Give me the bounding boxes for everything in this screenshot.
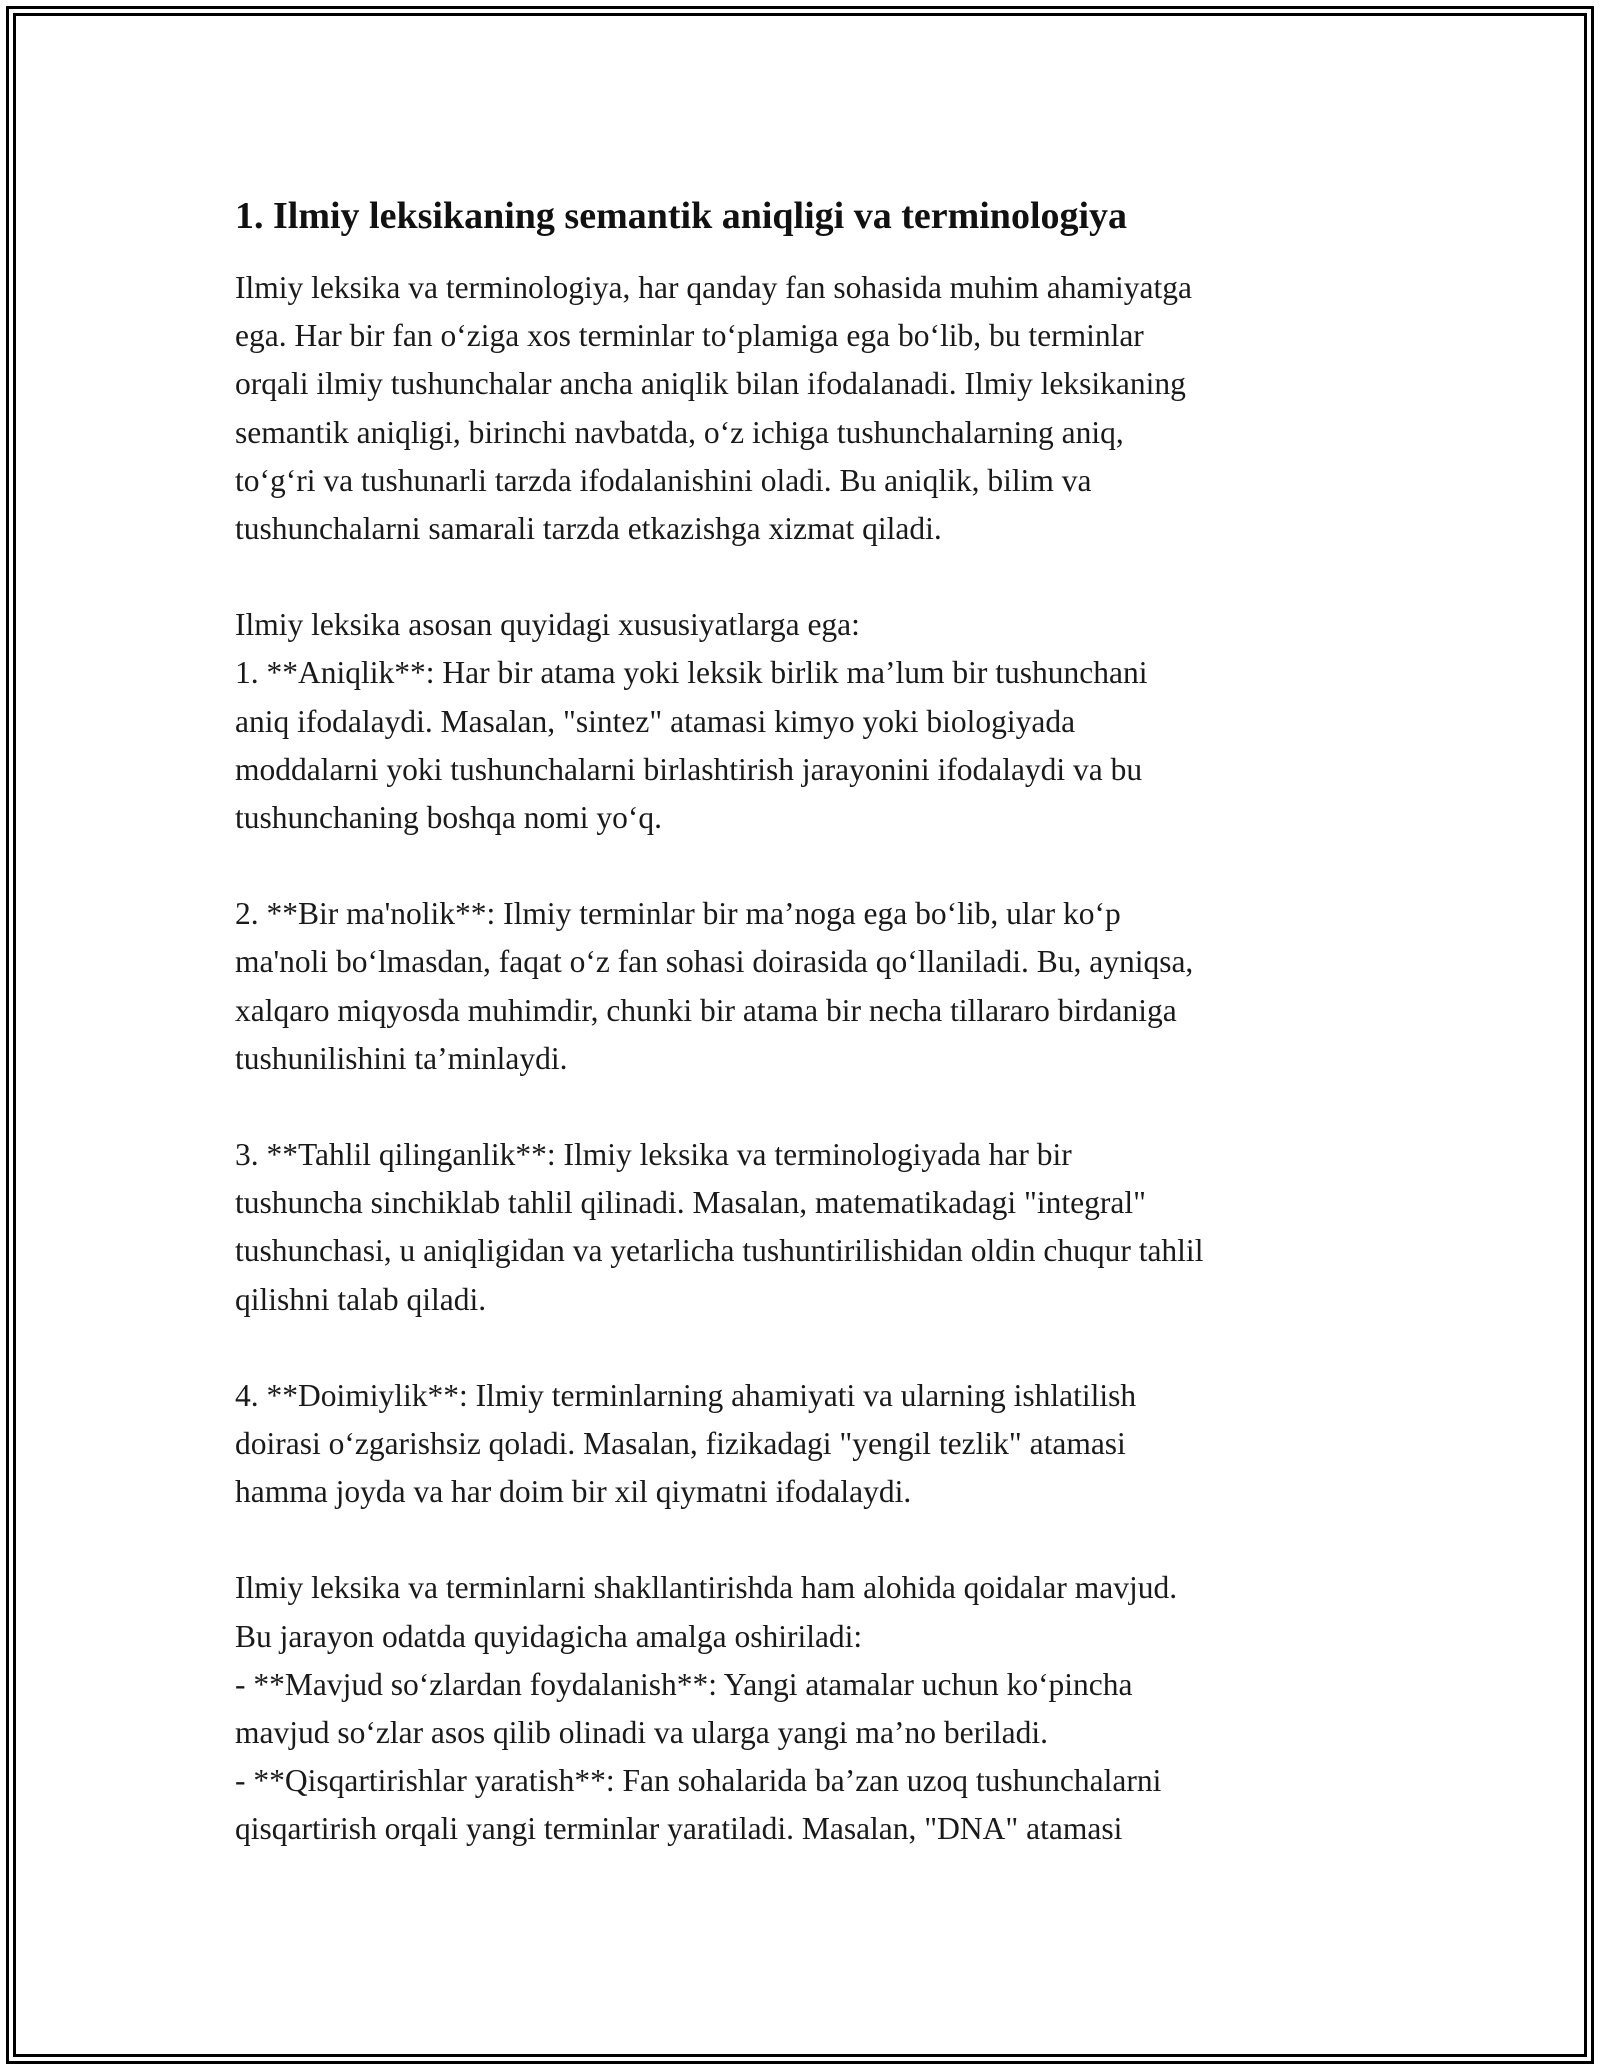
text-line: Ilmiy leksika va terminologiya, har qanday fan sohasida muhim ahamiyatga xyxy=(235,270,1192,305)
text-line: hamma joyda va har doim bir xil qiymatni ifodalaydi. xyxy=(235,1474,912,1510)
paragraph-shakllantirish xyxy=(235,1564,1375,1853)
text-line: tushunchasi, u aniqligidan va yetarlicha tushuntirilishidan oldin chuqur tahlil xyxy=(235,1233,1204,1269)
text-line: tushunchalarni samarali tarzda etkazishga xizmat qiladi. xyxy=(235,511,942,547)
text-line: orqali ilmiy tushunchalar ancha aniqlik bilan ifodalanadi. Ilmiy leksikaning xyxy=(235,366,1186,402)
text-line: 1. **Aniqlik**: Har bir atama yoki leksik birlik ma’lum bir tushunchani xyxy=(235,655,1148,691)
text-line: aniq ifodalaydi. Masalan, "sintez" atamasi kimyo yoki biologiyada xyxy=(235,703,1076,739)
text-line: ega. Har bir fan o‘ziga xos terminlar to‘plamiga ega bo‘lib, bu terminlar xyxy=(235,318,1144,354)
text-line: Ilmiy leksika va terminlarni shakllantirishda ham alohida qoidalar mavjud. xyxy=(235,1570,1178,1606)
paragraph-doimiylik xyxy=(235,1372,1375,1517)
text-line: tushunchaning boshqa nomi yo‘q. xyxy=(235,800,662,836)
text-line: mavjud so‘zlar asos qilib olinadi va ularga yangi ma’no beriladi. xyxy=(235,1715,1048,1751)
text-line: tushunilishini ta’minlaydi. xyxy=(235,1040,568,1076)
text-line: 3. **Tahlil qilinganlik**: Ilmiy leksika va terminologiyada har bir xyxy=(235,1137,1072,1173)
text-line: ma'noli bo‘lmasdan, faqat o‘z fan sohasi doirasida qo‘llaniladi. Bu, ayniqsa, xyxy=(235,944,1194,980)
text-line: - **Mavjud so‘zlardan foydalanish**: Yangi atamalar uchun ko‘pincha xyxy=(235,1666,1133,1702)
text-line: semantik aniqligi, birinchi navbatda, o‘z ichiga tushunchalarning aniq, xyxy=(235,414,1124,450)
text-line: - **Qisqartirishlar yaratish**: Fan sohalarida ba’zan uzoq tushunchalarni xyxy=(235,1763,1162,1799)
text-line: xalqaro miqyosda muhimdir, chunki bir atama bir necha tillararo birdaniga xyxy=(235,992,1177,1028)
text-line: 4. **Doimiylik**: Ilmiy terminlarning ahamiyati va ularning ishlatilish xyxy=(235,1377,1137,1413)
document-title: 1. Ilmiy leksikaning semantik aniqligi va terminologiya xyxy=(235,195,1128,237)
paragraph-bir-manolik xyxy=(235,890,1375,1083)
text-line: doirasi o‘zgarishsiz qoladi. Masalan, fizikadagi "yengil tezlik" atamasi xyxy=(235,1426,1126,1462)
text-line: 2. **Bir ma'nolik**: Ilmiy terminlar bir ma’noga ega bo‘lib, ular ko‘p xyxy=(235,896,1121,932)
text-line: moddalarni yoki tushunchalarni birlashtirish jarayonini ifodalaydi va bu xyxy=(235,751,1143,787)
text-line: tushuncha sinchiklab tahlil qilinadi. Masalan, matematikadagi "integral" xyxy=(235,1185,1146,1221)
text-line: qisqartirish orqali yangi terminlar yaratiladi. Masalan, "DNA" atamasi xyxy=(235,1811,1123,1847)
document-page xyxy=(235,190,1375,1902)
paragraph-intro xyxy=(235,264,1375,553)
paragraph-features-aniqlik xyxy=(235,601,1375,842)
text-line: Bu jarayon odatda quyidagicha amalga oshiriladi: xyxy=(235,1618,863,1654)
text-line: qilishni talab qiladi. xyxy=(235,1281,487,1317)
text-line: Ilmiy leksika asosan quyidagi xususiyatlarga ega: xyxy=(235,607,860,643)
paragraph-tahlil xyxy=(235,1131,1375,1324)
text-line: to‘g‘ri va tushunarli tarzda ifodalanishini oladi. Bu aniqlik, bilim va xyxy=(235,462,1092,498)
